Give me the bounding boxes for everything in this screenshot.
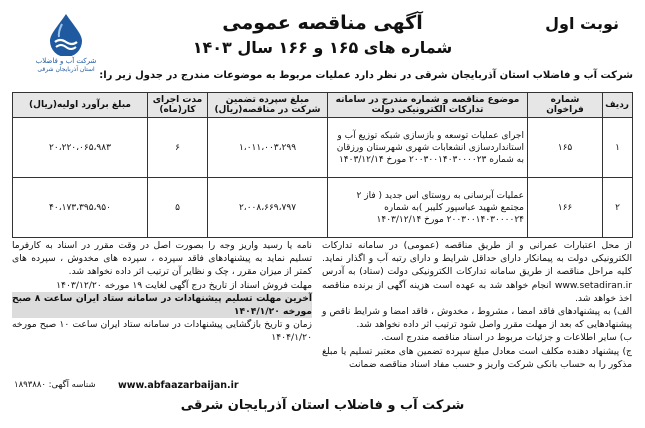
table-header-row (13, 93, 633, 118)
website-link[interactable]: www.abfaazarbaijan.ir (118, 380, 239, 391)
company-footer: شرکت آب و فاضلاب استان آذربایجان شرقی (180, 398, 465, 413)
cell-subject: اجرای عملیات توسعه و بازسازی شبکه توزیع آب و استانداردسازی انشعابات شهری شهرستان ورزقان به شماره ۲۰۰۳۰۰۱۴۰۳۰۰۰۰۲۳ مورخ ۱۴۰۳/۱۲/۱۴ (328, 118, 528, 178)
submission-deadline: آخرین مهلت تسلیم پیشنهادات در سامانه ستاد ایران ساعت ۸ صبح مورخه ۱۴۰۴/۱/۲۰ (12, 292, 313, 318)
cell-estimate: ۲۰،۲۲۰،۰۶۵،۹۸۳ (13, 118, 148, 178)
document-sale-deadline: مهلت فروش اسناد از تاریخ درج آگهی لغایت ۱۹ مورخه ۱۴۰۳/۱۲/۲۰ (56, 279, 312, 291)
header-deposit: مبلغ سپرده تضمین شرکت در مناقصه(ریال) (208, 93, 328, 118)
table-row (13, 118, 633, 178)
water-drop-icon (47, 12, 85, 56)
tender-table (12, 92, 633, 238)
cell-subject: عملیات آبرسانی به روستای اس جدید ( فاز ۲ مجتمع شهید عباسپور کلیبر )به شماره ۲۰۰۳۰۰۱۴۰۳۰۰۰۰۲۴ مورخ ۱۴۰۳/۱۲/۱۴ (328, 178, 528, 238)
cell-duration: ۶ (148, 118, 208, 178)
notice-round: نوبت اول (545, 14, 619, 33)
header-row-number: ردیف (603, 93, 633, 118)
ad-id: شناسه آگهی: ۱۸۹۳۸۸۰ (14, 380, 96, 390)
notice-subtitle: شماره های ۱۶۵ و ۱۶۶ سال ۱۴۰۳ (192, 38, 453, 57)
cell-deposit: ۲،۰۰۸،۶۶۹،۷۹۷ (208, 178, 328, 238)
intro-text: شرکت آب و فاضلاب استان آذربایجان شرقی در نظر دارد عملیات مربوط به موضوعات مندرج در جدول زیر را: (99, 70, 633, 81)
header-estimate: مبلغ برآورد اولیه(ریال) (13, 93, 148, 118)
notice-body (12, 239, 632, 370)
body-paragraph: ب) سایر اطلاعات و جزئیات مربوط در اسناد مناقصه مندرج است. (381, 332, 632, 344)
notice-title: آگهی مناقصه عمومی (222, 12, 423, 34)
cell-row-number: ۱ (603, 118, 633, 178)
table-row (13, 178, 633, 238)
opening-date: زمان و تاریخ بازگشایی پیشنهادات در سامانه ستاد ایران ساعت ۱۰ صبح مورخه ۱۴۰۴/۱/۲۰ (12, 319, 312, 344)
body-paragraph: ج) پیشنهاد دهنده مکلف است معادل مبلغ سپرده تضمین های معتبر تسلیم یا مبلغ مذکور را به حساب بانکی شرکت واریز و حسب مفاد اسناد مناقصه ضمانت (322, 345, 632, 370)
header-subject: موضوع مناقصه و شماره مندرج در سامانه تدارکات الکترونیکی دولت (328, 93, 528, 118)
cell-row-number: ۲ (603, 178, 633, 238)
logo-text-line2: استان آذربایجان شرقی (37, 66, 95, 73)
cell-call-number: ۱۶۶ (528, 178, 603, 238)
cell-duration: ۵ (148, 178, 208, 238)
cell-deposit: ۱،۰۱۱،۰۰۳،۲۹۹ (208, 118, 328, 178)
cell-estimate: ۴۰،۱۷۳،۳۹۵،۹۵۰ (13, 178, 148, 238)
header-duration: مدت اجرای کار(ماه) (148, 93, 208, 118)
body-right-column (322, 239, 632, 371)
header-call-number: شماره فراخوان (528, 93, 603, 118)
logo-text-line1: شرکت آب و فاضلاب (35, 57, 97, 65)
cell-call-number: ۱۶۵ (528, 118, 603, 178)
body-paragraph: نامه یا رسید واریز وجه را بصورت اصل در وقت مقرر در اسناد به کارفرما تسلیم نماید به پیشنهادهای فاقد سپرده ، سپرده های مخدوش ، سپرده های کمتر از میزان مقرر ، چک و نظایر آن ترتیب اثر داده نخواهد شد. (12, 240, 312, 278)
body-paragraph: از محل اعتبارات عمرانی و از طریق مناقصه (عمومی) در سامانه تدارکات الکترونیکی دولت به پیمانکار دارای حداقل شرایط و دارای رتبه آب و اگذار نماید. کلیه مراحل مناقصه از طریق سامانه تدارکات الکترونیکی دولت (ستاد) به آدرس www.setadiran.ir انجام خواهد شد به عهده است هزینه آگهی از برنده مناقصه اخذ خواهد شد. (322, 240, 632, 304)
body-paragraph: الف) به پیشنهادهای فاقد امضا ، مشروط ، مخدوش ، فاقد امضا و شرایط ناقص و پیشنهادهایی که بعد از مهلت مقرر واصل شود ترتیب اثر داده نخواهد شد. (322, 306, 632, 331)
body-left-column (12, 239, 312, 345)
